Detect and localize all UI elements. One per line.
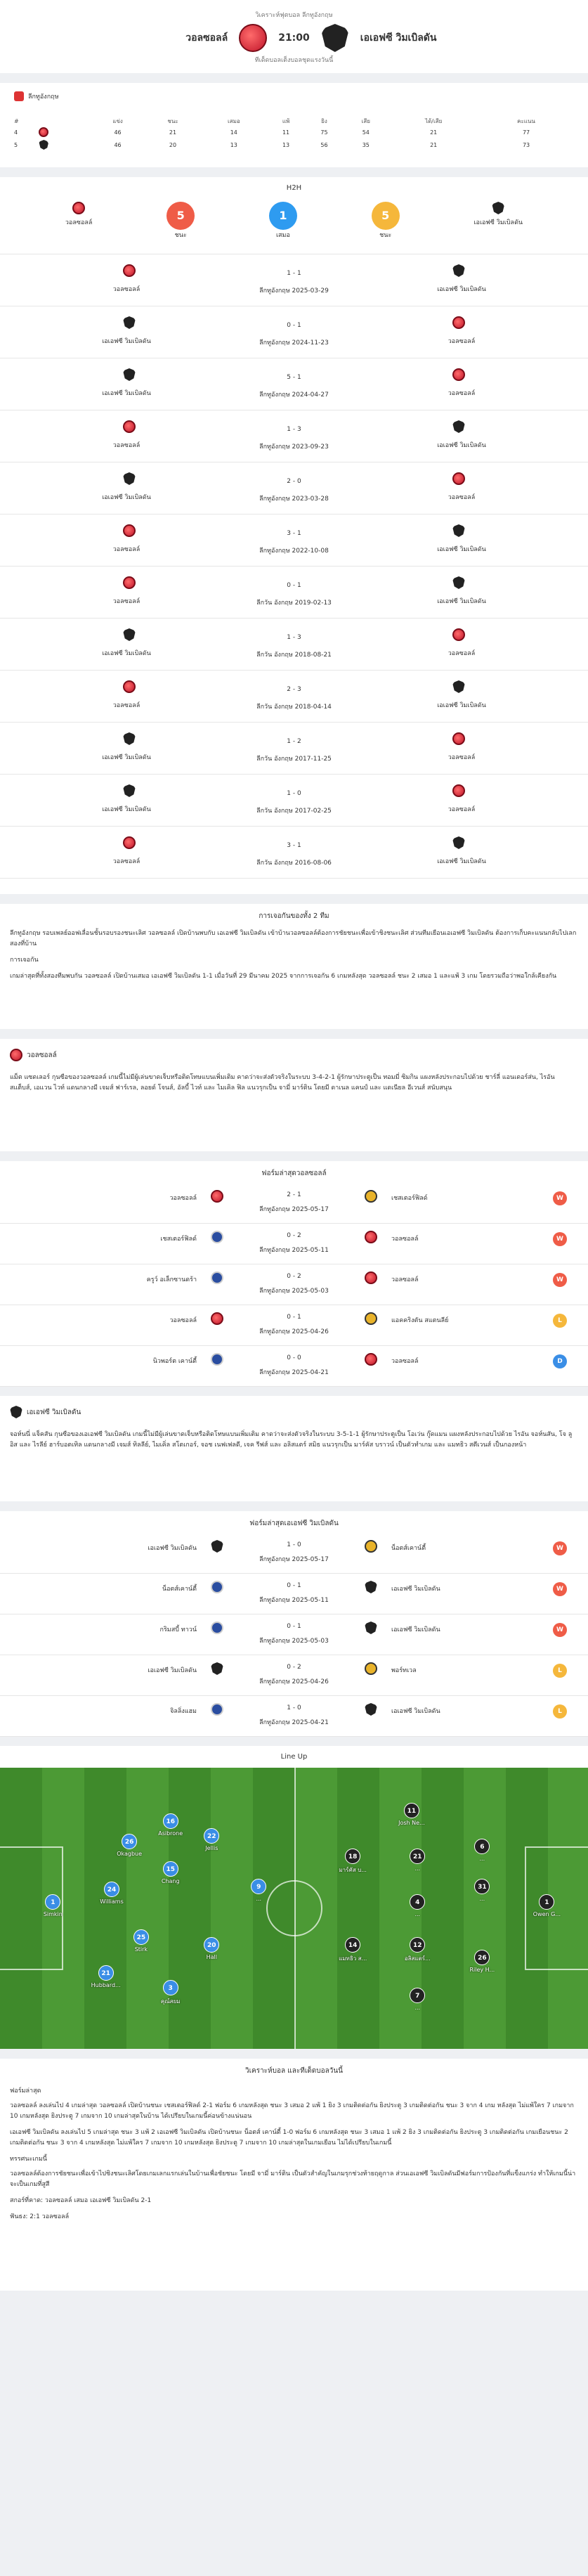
h2h-home-name: วอลซอลล์ xyxy=(65,219,93,226)
home-form-card xyxy=(0,1161,588,1386)
away-player[interactable] xyxy=(396,1894,438,1917)
away-player[interactable] xyxy=(332,1937,374,1963)
home-crest-icon xyxy=(39,127,48,137)
h2h-match-row[interactable] xyxy=(0,827,588,879)
standings-row[interactable] xyxy=(14,126,574,138)
player-number: 9 xyxy=(251,1879,266,1894)
analysis-form-heading: ฟอร์มล่าสุด xyxy=(10,2088,41,2095)
form-home-team[interactable]: น็อตส์เคาน์ตี้ xyxy=(162,1586,197,1593)
home-player[interactable] xyxy=(190,1937,233,1960)
form-away-team[interactable]: พอร์ทเวล xyxy=(391,1667,417,1674)
away-player[interactable] xyxy=(396,1849,438,1872)
player-number: 26 xyxy=(122,1834,137,1849)
standings-cell xyxy=(39,126,91,138)
form-match-row[interactable] xyxy=(0,1614,588,1655)
standings-header: ได้/เสีย xyxy=(425,118,443,124)
h2h-match-row[interactable] xyxy=(0,254,588,306)
h2h-match-row[interactable] xyxy=(0,306,588,358)
h2h-comp-date: ลีกทูอังกฤษ 2023-03-28 xyxy=(259,496,329,503)
player-number: 21 xyxy=(98,1965,114,1981)
player-name: ... xyxy=(479,1896,485,1903)
home-form-title: ฟอร์มล่าสุดวอลซอลล์ xyxy=(261,1170,327,1177)
away-player[interactable] xyxy=(396,1937,438,1963)
away-player[interactable] xyxy=(461,1879,503,1902)
home-team-name[interactable]: วอลซอลล์ xyxy=(185,32,228,44)
player-number: 7 xyxy=(410,1988,425,2003)
h2h-home-team[interactable]: วอลซอลล์ xyxy=(112,702,141,709)
h2h-home xyxy=(65,202,93,227)
form-home-team[interactable]: วอลซอลล์ xyxy=(169,1195,197,1202)
h2h-home-team[interactable]: วอลซอลล์ xyxy=(112,546,141,553)
h2h-away-team[interactable]: เอเอฟซี วิมเบิลดัน xyxy=(437,546,486,553)
player-number: 16 xyxy=(163,1813,178,1829)
h2h-comp-date: ลีกทูอังกฤษ 2024-04-27 xyxy=(259,391,329,399)
form-match-row[interactable] xyxy=(0,1533,588,1574)
standings-cell: 75 xyxy=(320,129,328,136)
h2h-score: 0 - 1 xyxy=(287,322,301,329)
standings-header: ยิง xyxy=(321,118,327,124)
form-match-row[interactable] xyxy=(0,1655,588,1696)
h2h-score: 0 - 1 xyxy=(287,582,301,589)
form-home-team[interactable]: เอเอฟซี วิมเบิลดัน xyxy=(148,1545,197,1552)
h2h-comp-date: ลีกทูอังกฤษ 2023-09-23 xyxy=(259,444,329,451)
form-comp-date: ลีกทูอังกฤษ 2025-05-03 xyxy=(259,1288,329,1295)
h2h-match-row[interactable] xyxy=(0,410,588,462)
home-player[interactable] xyxy=(150,1861,192,1884)
standings-header: เสมอ xyxy=(227,118,240,124)
h2h-away-team[interactable]: วอลซอลล์ xyxy=(447,494,476,501)
home-player[interactable] xyxy=(91,1882,133,1905)
form-match-row[interactable] xyxy=(0,1346,588,1387)
recent-card xyxy=(0,904,588,1029)
player-name: Stirk xyxy=(134,1946,148,1953)
h2h-away-team[interactable]: วอลซอลล์ xyxy=(447,754,476,761)
player-name: ... xyxy=(256,1896,262,1903)
away-wins-label: ชนะ xyxy=(379,232,392,239)
standings-header: แพ้ xyxy=(282,118,290,124)
home-wins-label: ชนะ xyxy=(174,232,187,239)
h2h-home-team[interactable]: วอลซอลล์ xyxy=(112,598,141,605)
h2h-home-team[interactable]: เอเอฟซี วิมเบิลดัน xyxy=(102,338,151,345)
h2h-draws xyxy=(269,202,297,240)
analysis-away-form: เอเอฟซี วิมเบิลดัน ลงเล่นไป 5 เกมล่าสุด ชนะ 3 แพ้ 2 เอเอฟซี วิมเบิลดัน เปิดบ้านชนะ น็อตส์ เคาน์ตี้ 1-0 ฟอร์ม 6 เกมหลังสุด ชนะ 3 เสมอ 1 แพ้ 2 ยิง 3 เกมติดต่อกัน ยิงประตู 3 เกมติดต่อกัน เกมเยือนชนะ 2 เกมติดต่อกัน ชนะ 3 จาก 4 เกมหลังสุด ไม่แพ้ใคร 7 เกมจาก 10 เกมหลังสุด ยิงประตู 7 เกมจาก 10 เกมล่าสุดในเกมเยือน ไม่ได้เปรียบในเกมนี้ xyxy=(10,2129,568,2147)
form-home-team[interactable]: เชสเตอร์ฟิลด์ xyxy=(160,1236,197,1243)
form-match-row[interactable] xyxy=(0,1224,588,1264)
player-name: Williams xyxy=(100,1898,124,1905)
form-comp-date: ลีกทูอังกฤษ 2025-05-17 xyxy=(259,1206,329,1213)
h2h-home-wins xyxy=(166,202,195,240)
player-name: อลิสแตร์... xyxy=(404,1955,431,1962)
recent-intro: ลีกทูอังกฤษ รอบเพลย์ออฟเลื่อนชั้นรอบรองชนะเลิศ วอลซอลล์ เปิดบ้านพบกับ เอเอฟซี วิมเบิลดัน เข้าบ้านวอลซอลล์ต้องการชัยชนะเพื่อเข้าชิงชนะเลิศ ส่วนทีมเยือนเอเอฟซี วิมเบิลดัน ต้องการเก็บคะแนนกลับไปเลกสองที่บ้าน xyxy=(10,930,577,947)
h2h-comp-date: ลีกวัน อังกฤษ 2017-11-25 xyxy=(256,756,332,763)
away-form-list xyxy=(0,1533,588,1737)
form-away-team[interactable]: วอลซอลล์ xyxy=(391,1276,419,1283)
standings-header: คะแนน xyxy=(517,118,535,124)
away-wins-count: 5 xyxy=(372,202,400,230)
form-comp-date: ลีกทูอังกฤษ 2025-05-17 xyxy=(259,1556,329,1563)
player-name: Hubbard... xyxy=(91,1981,121,1988)
away-team-name[interactable]: เอเอฟซี วิมเบิลดัน xyxy=(360,32,437,44)
player-number: 1 xyxy=(45,1894,60,1910)
home-player[interactable] xyxy=(108,1834,150,1857)
form-home-team[interactable]: จิลลิ่งแฮม xyxy=(170,1708,197,1715)
h2h-match-row[interactable] xyxy=(0,462,588,514)
home-crest-icon xyxy=(239,24,267,52)
recent-subtitle: การเจอกัน xyxy=(10,957,39,964)
player-number: 31 xyxy=(474,1879,490,1894)
away-form-title: ฟอร์มล่าสุดเอเอฟซี วิมเบิลดัน xyxy=(249,1520,339,1527)
form-comp-date: ลีกทูอังกฤษ 2025-05-11 xyxy=(259,1597,329,1604)
player-number: 21 xyxy=(410,1849,425,1864)
away-team-title: เอเอฟซี วิมเบิลดัน xyxy=(27,1408,81,1416)
form-comp-date: ลีกทูอังกฤษ 2025-04-21 xyxy=(259,1719,329,1726)
h2h-away-team[interactable]: วอลซอลล์ xyxy=(447,650,476,657)
analysis-verdict: ฟันธง: 2:1 วอลซอลล์ xyxy=(10,2213,70,2220)
h2h-comp-date: ลีกวัน อังกฤษ 2016-08-06 xyxy=(256,860,332,867)
form-score: 0 - 2 xyxy=(287,1664,301,1671)
h2h-home-team[interactable]: เอเอฟซี วิมเบิลดัน xyxy=(102,754,151,761)
h2h-card xyxy=(0,177,588,894)
form-home-team[interactable]: กริมสบี้ ทาวน์ xyxy=(159,1626,197,1633)
away-player[interactable] xyxy=(525,1894,568,1917)
form-away-team[interactable]: เอเอฟซี วิมเบิลดัน xyxy=(391,1708,440,1715)
form-score: 2 - 1 xyxy=(287,1191,301,1198)
player-number: 15 xyxy=(163,1861,178,1877)
h2h-score: 1 - 3 xyxy=(287,426,301,433)
home-form-list xyxy=(0,1183,588,1387)
header-subtitle: ทีเด็ดบอลเต็งบอลชุดแรงวันนี้ xyxy=(254,57,334,64)
away-crest-icon xyxy=(39,140,48,150)
standings-title: ลีกทูอังกฤษ xyxy=(28,93,59,101)
h2h-home-team[interactable]: เอเอฟซี วิมเบิลดัน xyxy=(102,494,151,501)
away-crest-icon xyxy=(321,24,349,52)
form-home-team[interactable]: ครูว์ อเล็กซานดร้า xyxy=(146,1276,197,1283)
home-crest-icon xyxy=(72,202,85,214)
home-team-title: วอลซอลล์ xyxy=(27,1051,57,1059)
standings-cell: 73 xyxy=(522,141,530,148)
analysis-card xyxy=(0,2059,588,2291)
standings-cell: 46 xyxy=(114,141,122,148)
standings-header: ชนะ xyxy=(167,118,178,124)
h2h-away-team[interactable]: วอลซอลล์ xyxy=(447,338,476,345)
form-result-badge: L xyxy=(553,1704,567,1719)
form-result-badge: W xyxy=(553,1541,567,1555)
h2h-away-team[interactable]: เอเอฟซี วิมเบิลดัน xyxy=(437,598,486,605)
recent-summary: เกมล่าสุดที่ทั้งสองทีมพบกัน วอลซอลล์ เปิดบ้านเสมอ เอเอฟซี วิมเบิลดัน 1-1 เมื่อวันที่ 29 มีนาคม 2025 จากการเจอกัน 6 เกมหลังสุด วอลซอลล์ ชนะ 2 เสมอ 1 และแพ้ 3 เกม โดยรวมถือว่าพอใกล้เคียงกัน xyxy=(10,973,557,980)
h2h-match-row[interactable] xyxy=(0,671,588,723)
player-name: มาร์คัส บ... xyxy=(339,1867,367,1874)
standings-cell: 54 xyxy=(362,129,370,136)
form-result-badge: L xyxy=(553,1664,567,1678)
away-player[interactable] xyxy=(461,1950,503,1973)
h2h-score: 2 - 3 xyxy=(287,686,301,693)
away-player[interactable] xyxy=(332,1849,374,1875)
h2h-home-team[interactable]: เอเอฟซี วิมเบิลดัน xyxy=(102,390,151,397)
h2h-match-row[interactable] xyxy=(0,619,588,671)
home-player[interactable] xyxy=(150,1980,192,2006)
h2h-comp-date: ลีกวัน อังกฤษ 2017-02-25 xyxy=(256,808,332,815)
standings-cell: 5 xyxy=(14,141,18,148)
standings-cell: 13 xyxy=(282,141,290,148)
player-number: 11 xyxy=(404,1803,419,1818)
form-away-team[interactable]: เอเอฟซี วิมเบิลดัน xyxy=(391,1586,440,1593)
standings-cell xyxy=(39,138,91,151)
standings-cell: 21 xyxy=(430,141,438,148)
away-player[interactable] xyxy=(396,1988,438,2011)
form-home-team[interactable]: เอเอฟซี วิมเบิลดัน xyxy=(148,1667,197,1674)
h2h-match-row[interactable] xyxy=(0,723,588,775)
form-result-badge: D xyxy=(553,1354,567,1368)
h2h-match-row[interactable] xyxy=(0,775,588,827)
form-comp-date: ลีกทูอังกฤษ 2025-05-11 xyxy=(259,1247,329,1254)
form-match-row[interactable] xyxy=(0,1696,588,1737)
form-result-badge: W xyxy=(553,1273,567,1287)
form-score: 1 - 0 xyxy=(287,1704,301,1711)
away-form-card xyxy=(0,1511,588,1736)
form-comp-date: ลีกทูอังกฤษ 2025-04-26 xyxy=(259,1678,329,1685)
standings-cell: 13 xyxy=(230,141,237,148)
h2h-score: 1 - 2 xyxy=(287,738,301,745)
lineup-card xyxy=(0,1746,588,2049)
draws-label: เสมอ xyxy=(275,232,290,239)
h2h-away-team[interactable]: วอลซอลล์ xyxy=(447,390,476,397)
standings-cell: 21 xyxy=(430,129,438,136)
player-number: 12 xyxy=(410,1937,425,1953)
standings-cell: 46 xyxy=(114,129,122,136)
player-number: 25 xyxy=(133,1929,149,1945)
form-match-row[interactable] xyxy=(0,1183,588,1224)
h2h-match-list xyxy=(0,254,588,879)
form-away-team[interactable]: เอเอฟซี วิมเบิลดัน xyxy=(391,1626,440,1633)
form-away-team[interactable]: แอคคริงตัน สแตนลีย์ xyxy=(391,1317,449,1324)
h2h-away-name: เอเอฟซี วิมเบิลดัน xyxy=(473,219,523,226)
form-comp-date: ลีกทูอังกฤษ 2025-05-03 xyxy=(259,1638,329,1645)
player-number: 4 xyxy=(410,1894,425,1910)
h2h-away-team[interactable]: เอเอฟซี วิมเบิลดัน xyxy=(437,286,486,293)
home-player[interactable] xyxy=(190,1828,233,1851)
recent-title: การเจอกันของทั้ง 2 ทีม xyxy=(259,912,329,920)
form-comp-date: ลีกทูอังกฤษ 2025-04-26 xyxy=(259,1328,329,1335)
h2h-comp-date: ลีกวัน อังกฤษ 2019-02-13 xyxy=(256,600,332,607)
form-home-team[interactable]: นิวพอร์ต เคาน์ตี้ xyxy=(152,1358,197,1365)
competition-label: วิเคราะห์ฟุตบอล ลีกทูอังกฤษ xyxy=(255,12,333,19)
player-name: แมทธิว ส... xyxy=(339,1955,367,1962)
h2h-score: 1 - 1 xyxy=(287,270,301,277)
player-number: 24 xyxy=(104,1882,119,1897)
h2h-comp-date: ลีกวัน อังกฤษ 2018-04-14 xyxy=(256,704,332,711)
home-player[interactable] xyxy=(120,1929,162,1953)
player-number: 26 xyxy=(474,1950,490,1965)
standings-header: เสีย xyxy=(361,118,370,124)
analysis-view: วอลซอลล์ต้องการชัยชนะเพื่อเข้าไปชิงชนะเลิศโดยเกมเลกแรกเล่นในบ้านเพื่อชัยชนะ โดยมี จามี่ มาร์ติน เป็นตัวสำคัญในเกมรุกช่วงท้ายฤดูกาล ส่วนเอเอฟซี วิมเบิลดันมีฟอร์มการป้องกันที่แข็งแกร่ง ทำให้เกมนี้น่าจะเป็นเกมที่สูสี xyxy=(10,2170,576,2188)
h2h-match-row[interactable] xyxy=(0,514,588,567)
player-number: 6 xyxy=(474,1839,490,1854)
home-wins-count: 5 xyxy=(166,202,195,230)
form-result-badge: L xyxy=(553,1314,567,1328)
player-number: 22 xyxy=(204,1828,219,1844)
form-score: 0 - 1 xyxy=(287,1623,301,1630)
form-away-team[interactable]: เชสเตอร์ฟิลด์ xyxy=(391,1195,428,1202)
h2h-score: 1 - 0 xyxy=(287,790,301,797)
away-player[interactable] xyxy=(461,1839,503,1862)
h2h-comp-date: ลีกวัน อังกฤษ 2018-08-21 xyxy=(256,652,332,659)
form-home-team[interactable]: วอลซอลล์ xyxy=(169,1317,197,1324)
player-number: 20 xyxy=(204,1937,219,1953)
player-name: Owen G... xyxy=(533,1911,561,1917)
h2h-score: 2 - 0 xyxy=(287,478,301,485)
league-icon xyxy=(14,91,24,101)
analysis-title: วิเคราะห์บอล และทีเด็ดบอลวันนี้ xyxy=(244,2067,344,2075)
form-score: 0 - 2 xyxy=(287,1273,301,1280)
form-comp-date: ลีกทูอังกฤษ 2025-04-21 xyxy=(259,1369,329,1376)
standings-card xyxy=(0,83,588,167)
player-name: ... xyxy=(479,1855,485,1862)
h2h-comp-date: ลีกทูอังกฤษ 2025-03-29 xyxy=(259,287,329,295)
h2h-home-team[interactable]: เอเอฟซี วิมเบิลดัน xyxy=(102,806,151,813)
player-name: ... xyxy=(414,1911,421,1917)
player-name: Hall xyxy=(206,1954,217,1961)
h2h-away-team[interactable]: เอเอฟซี วิมเบิลดัน xyxy=(437,702,486,709)
form-score: 0 - 1 xyxy=(287,1314,301,1321)
home-player[interactable] xyxy=(32,1894,74,1917)
standings-cell: 21 xyxy=(169,129,177,136)
form-result-badge: W xyxy=(553,1582,567,1596)
player-name: Simkin xyxy=(43,1911,63,1917)
form-score: 0 - 0 xyxy=(287,1354,301,1361)
standings-cell: 35 xyxy=(362,141,370,148)
player-name: ... xyxy=(414,1865,421,1872)
player-name: Asibrone xyxy=(158,1830,183,1837)
form-score: 0 - 2 xyxy=(287,1232,301,1239)
h2h-comp-date: ลีกทูอังกฤษ 2024-11-23 xyxy=(259,339,329,347)
player-name: คุณ์สยม xyxy=(160,1998,181,2005)
player-number: 18 xyxy=(345,1849,360,1864)
h2h-away xyxy=(473,202,523,227)
standings-cell: 4 xyxy=(14,129,18,136)
h2h-score: 3 - 1 xyxy=(287,530,301,537)
form-match-row[interactable] xyxy=(0,1305,588,1346)
form-match-row[interactable] xyxy=(0,1574,588,1614)
standings-header xyxy=(39,117,91,126)
form-match-row[interactable] xyxy=(0,1264,588,1305)
form-score: 1 - 0 xyxy=(287,1541,301,1548)
standings-cell: 77 xyxy=(522,129,530,136)
player-name: Josh Ne... xyxy=(398,1820,425,1827)
home-player[interactable] xyxy=(150,1813,192,1837)
h2h-score: 1 - 3 xyxy=(287,634,301,641)
form-result-badge: W xyxy=(553,1232,567,1246)
analysis-view-heading: ทรรศนะเกมนี้ xyxy=(10,2156,47,2163)
lineup-pitch xyxy=(0,1768,588,2049)
match-time: 21:00 xyxy=(278,32,310,44)
standings-header: # xyxy=(14,118,19,124)
form-away-team[interactable]: วอลซอลล์ xyxy=(391,1358,419,1365)
away-team-card xyxy=(0,1396,588,1501)
away-team-desc: จอห์นนี่ แจ็คสัน กุนซือของเอเอฟซี วิมเบิลดัน เกมนี้ไม่มีผู้เล่นขาดเจ็บหรือติดโทษแบนเพิ่มเติม คาดว่าจะส่งตัวจริงในระบบ 3-5-1-1 ผู้รักษาประตูเป็น โอเว่น กู๊ดแมน แผงหลังประกอบไปด้วย ไรอัน จอห์นสัน, โจ ลูอิส และ ไรลีย์ ฮาร์บอตเทิล แดนกลางมี เจมส์ ทิลลีย์, ไมเคิ่ล สโตเกอร์, จอช เนฟเฟลดี, เจค รีฟส์ และ อลิสแตร์ สมิธ แนวรุกเป็น มาร์คัส บราวน์ เป็นตัวทำเกม และ แมทธิว สตีเวนส์ เป็นกองหน้า xyxy=(10,1431,573,1449)
home-team-card xyxy=(0,1039,588,1151)
h2h-away-team[interactable]: วอลซอลล์ xyxy=(447,806,476,813)
form-away-team[interactable]: น็อตส์เคาน์ตี้ xyxy=(391,1545,426,1552)
h2h-away-team[interactable]: เอเอฟซี วิมเบิลดัน xyxy=(437,442,486,449)
standings-row[interactable] xyxy=(14,138,574,151)
h2h-home-team[interactable]: วอลซอลล์ xyxy=(112,858,141,865)
player-name: Chang xyxy=(161,1878,180,1885)
form-score: 0 - 1 xyxy=(287,1582,301,1589)
home-player[interactable] xyxy=(237,1879,280,1902)
h2h-away-team[interactable]: เอเอฟซี วิมเบิลดัน xyxy=(437,858,486,865)
standings-cell: 56 xyxy=(320,141,328,148)
home-team-desc: แม็ต แซดเลอร์ กุนซือของวอลซอลล์ เกมนี้ไม่มีผู้เล่นขาดเจ็บหรือติดโทษแบนเพิ่มเติม คาดว่าจะส่งตัวจริงในระบบ 3-4-2-1 ผู้รักษาประตูเป็น ทอมมี่ ซิมกิน แผงหลังประกอบไปด้วย ชาร์ลี่ แอนเดอร์ส่น, ไรอัน สแต็บส์, เอแวน ไวท์ แดนกลางมี เจมส์ ฟาร์เรล, ลอยด์ โจนส์, อัลบี้ ไวท์ และ ไมเคิล ฟิล แนวรุกเป็น จามี่ มาร์ติน โดยมี ดาเนล แคนป์ และ แดเนียล อีเวนส์ สนับสนุน xyxy=(10,1074,555,1092)
standings-cell: 11 xyxy=(282,129,290,136)
player-name: ... xyxy=(414,2005,421,2012)
h2h-home-team[interactable]: วอลซอลล์ xyxy=(112,442,141,449)
form-away-team[interactable]: วอลซอลล์ xyxy=(391,1236,419,1243)
h2h-away-wins xyxy=(372,202,400,240)
player-number: 3 xyxy=(163,1980,178,1995)
h2h-home-team[interactable]: เอเอฟซี วิมเบิลดัน xyxy=(102,650,151,657)
analysis-score-prediction: สกอร์ที่คาด: วอลซอลล์ เสมอ เอเอฟซี วิมเบิลดัน 2-1 xyxy=(10,2197,152,2204)
standings-cell: 20 xyxy=(169,141,177,148)
h2h-match-row[interactable] xyxy=(0,358,588,410)
analysis-home-form: วอลซอลล์ ลงเล่นไป 4 เกมล่าสุด วอลซอลล์ เปิดบ้านชนะ เชสเตอร์ฟิลด์ 2-1 ฟอร์ม 6 เกมหลังสุด ชนะ 3 เสมอ 2 แพ้ 1 ยิง 3 เกมติดต่อกัน ยิงประตู 3 เกมติดต่อกัน ชนะ 3 จาก 4 เกม หลังสุด ไม่แพ้ใคร 7 เกมจาก 10 เกมหลังสุด ยิงประตู 7 เกมจาก 10 เกมล่าสุดในบ้าน ได้เปรียบในเกมนี้ค่อนข้างแน่นอน xyxy=(10,2102,574,2120)
away-player[interactable] xyxy=(391,1803,433,1826)
home-crest-icon xyxy=(10,1049,22,1061)
player-name: Jellis xyxy=(205,1845,218,1852)
standings-header: แข่ง xyxy=(112,118,123,124)
player-number: 14 xyxy=(345,1937,360,1953)
player-number: 1 xyxy=(539,1894,554,1910)
home-player[interactable] xyxy=(85,1965,127,1988)
draws-count: 1 xyxy=(269,202,297,230)
form-result-badge: W xyxy=(553,1191,567,1205)
h2h-title: H2H xyxy=(286,184,302,192)
lineup-title: Line Up xyxy=(280,1753,308,1761)
player-name: Riley H... xyxy=(469,1967,495,1974)
form-result-badge: W xyxy=(553,1623,567,1637)
h2h-score: 5 - 1 xyxy=(287,374,301,381)
h2h-match-row[interactable] xyxy=(0,567,588,619)
standings-cell: 14 xyxy=(230,129,237,136)
away-crest-icon xyxy=(10,1406,22,1418)
standings-table xyxy=(14,117,574,151)
match-header xyxy=(0,0,588,73)
player-name: Okagbue xyxy=(117,1850,143,1857)
h2h-comp-date: ลีกทูอังกฤษ 2022-10-08 xyxy=(259,548,329,555)
h2h-score: 3 - 1 xyxy=(287,842,301,849)
away-crest-icon xyxy=(492,202,504,214)
h2h-home-team[interactable]: วอลซอลล์ xyxy=(112,286,141,293)
